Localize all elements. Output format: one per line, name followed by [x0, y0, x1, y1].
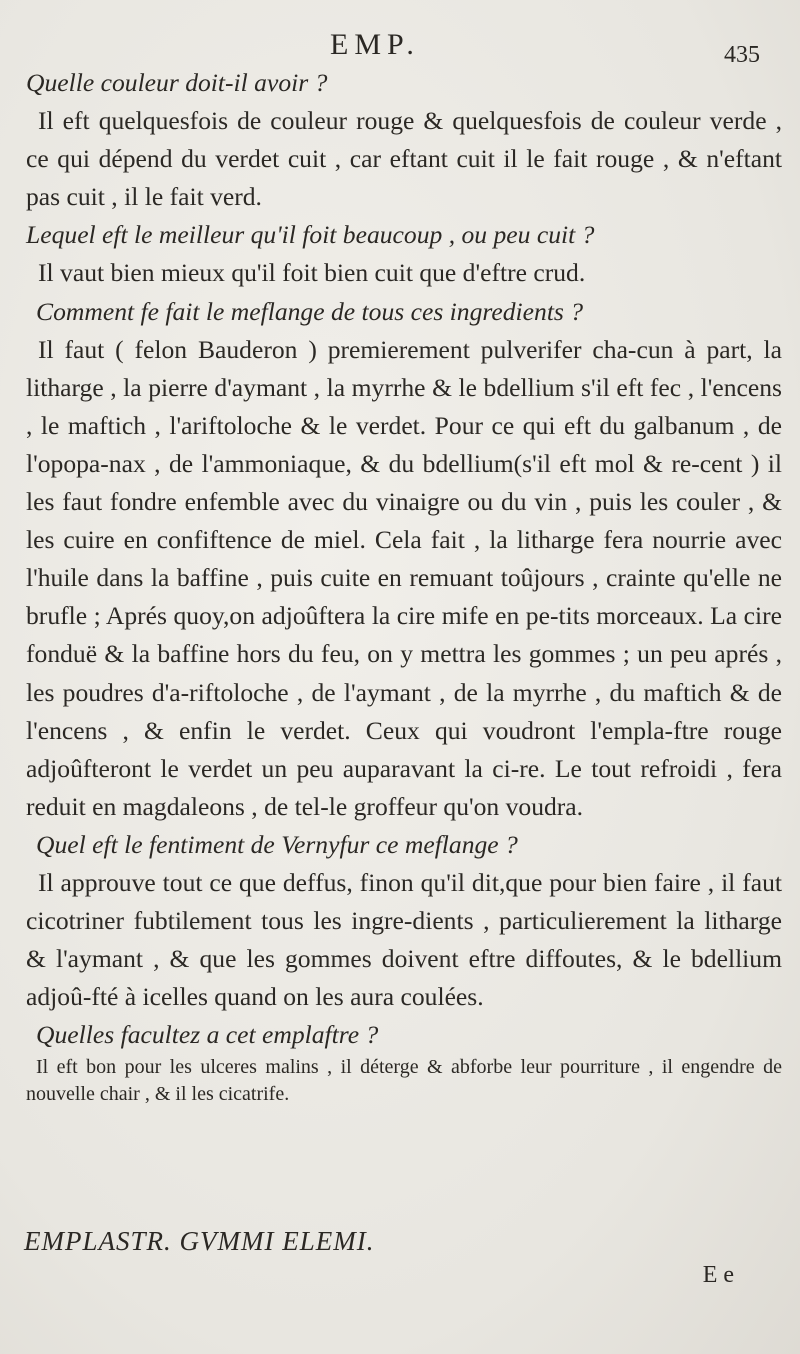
answer-paragraph: Il vaut bien mieux qu'il foit bien cuit que d'eftre crud.: [38, 258, 586, 288]
question-heading: Comment fe fait le meflange de tous ces ingredients ?: [36, 296, 584, 326]
running-head: EMP.: [330, 28, 420, 61]
question-heading: Quel eft le fentiment de Vernyfur ce meflange ?: [36, 829, 518, 859]
catchwords-line: EMPLASTR. GVMMI ELEMI.: [24, 1226, 375, 1256]
answer-paragraph: Il faut ( felon Bauderon ) premierement pulverifer cha-cun à part, la litharge , la pierre d'aymant , la myrrhe & le bdellium s'il eft fec , l'encens , le maftich , l'ariftoloche & le verdet. Pour ce qui eft du galbanum , de l'opopa-nax , de l'ammoniaque, & du bdellium(s'il eft mol & re-cent ) il les faut fondre enfemble avec du vinaigre ou du vin , puis les couler , & les cuire en confiftence de miel. Cela fait , la litharge fera nourrie avec l'huile dans la baffine , puis cuite en remuant toûjours , crainte qu'elle ne brufle ; Aprés quoy,on adjoûftera la cire mife en pe-tits morceaux. La cire fonduë & la baffine hors du feu, on y mettra les gommes ; un peu aprés , les poudres d'a-riftoloche , de l'aymant , de la myrrhe , du maftich & de l'encens , & enfin le verdet. Ceux qui voudront l'empla-ftre rouge adjoûfteront le verdet un peu auparavant la ci-re. Le tout refroidi , fera reduit en magdaleons , de tel-le groffeur qu'on voudra.: [26, 334, 782, 821]
answer-paragraph: Il eft quelquesfois de couleur rouge & quelquesfois de couleur verde , ce qui dépend du verdet cuit , car eftant cuit il le fait rouge , & n'eftant pas cuit , il le fait verd.: [26, 106, 782, 212]
page-number: 435: [724, 42, 760, 68]
signature-mark: E e: [702, 1262, 734, 1288]
answer-paragraph: Il approuve tout ce que deffus, finon qu'il dit,que pour bien faire , il faut cicotriner fubtilement tous les ingre-dients , particulierement la litharge & l'aymant , & que les gommes doivent eftre diffoutes, & le bdellium adjoû-fté à icelles quand on les aura coulées.: [26, 867, 782, 1012]
question-heading: Lequel eft le meilleur qu'il foit beaucoup , ou peu cuit ?: [26, 220, 595, 250]
body-text: [26, 64, 782, 1108]
answer-paragraph-small: Il eft bon pour les ulceres malins , il déterge & abforbe leur pourriture , il engendre de nouvelle chair , & il les cicatrife.: [26, 1056, 782, 1106]
question-heading: Quelle couleur doit-il avoir ?: [26, 68, 328, 97]
page-header: [0, 28, 800, 68]
question-heading: Quelles facultez a cet emplaftre ?: [36, 1020, 379, 1050]
